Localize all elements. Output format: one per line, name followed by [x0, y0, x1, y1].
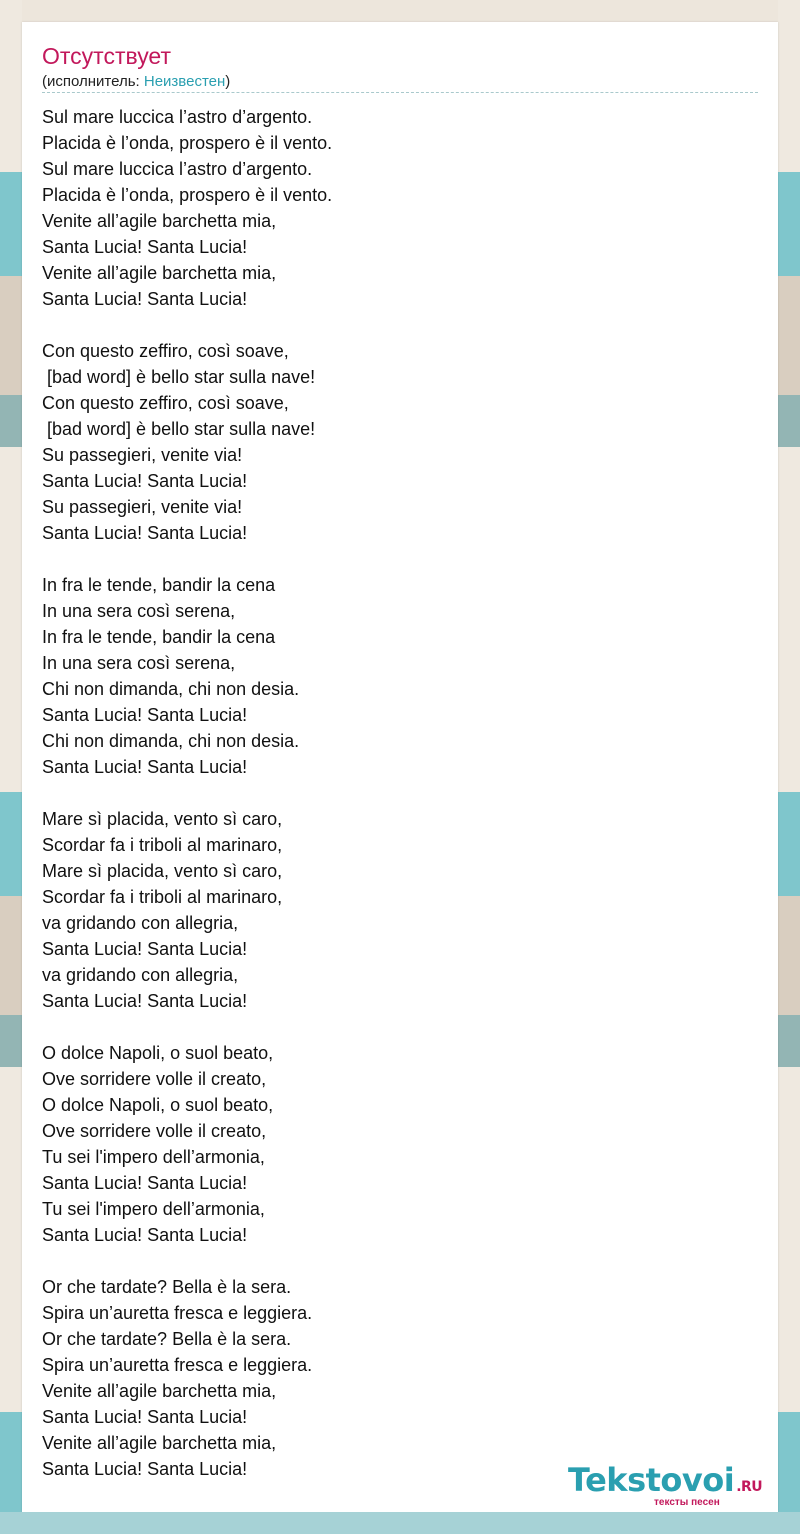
lyrics-line: Chi non dimanda, chi non desia. — [42, 731, 300, 751]
lyrics-stanza — [42, 338, 742, 546]
lyrics-line: Santa Lucia! Santa Lucia! — [42, 523, 248, 543]
lyrics-line: Tu sei l'impero dell’armonia, — [42, 1147, 265, 1167]
lyrics-line: [bad word] è bello star sulla nave! — [42, 419, 316, 439]
lyrics-stanza — [42, 572, 742, 780]
lyrics-line: Mare sì placida, vento sì caro, — [42, 861, 283, 881]
lyrics-line: Ove sorridere volle il creato, — [42, 1069, 267, 1089]
lyrics-line: Sul mare luccica l’astro d’argento. — [42, 107, 313, 127]
lyrics-line: In fra le tende, bandir la cena — [42, 627, 276, 647]
lyrics-line: In una sera così serena, — [42, 653, 236, 673]
lyrics-line: Venite all’agile barchetta mia, — [42, 263, 277, 283]
lyrics-line: Spira un’auretta fresca e leggiera. — [42, 1303, 313, 1323]
performer-prefix: (исполнитель: — [42, 73, 144, 90]
logo-tagline: тексты песен — [654, 1497, 720, 1508]
lyrics-line: Santa Lucia! Santa Lucia! — [42, 705, 248, 725]
logo-domain: .RU — [736, 1479, 763, 1495]
lyrics-line: Venite all’agile barchetta mia, — [42, 1381, 277, 1401]
lyrics-line: va gridando con allegria, — [42, 913, 239, 933]
lyrics-card — [22, 22, 778, 1512]
lyrics-line: va gridando con allegria, — [42, 965, 239, 985]
lyrics-line: Con questo zeffiro, così soave, — [42, 393, 289, 413]
lyrics-line: Placida è l’onda, prospero è il vento. — [42, 133, 333, 153]
lyrics-line: In fra le tende, bandir la cena — [42, 575, 276, 595]
lyrics-line: O dolce Napoli, o suol beato, — [42, 1043, 274, 1063]
lyrics-line: Tu sei l'impero dell’armonia, — [42, 1199, 265, 1219]
lyrics-stanza — [42, 806, 742, 1014]
lyrics-line: Or che tardate? Bella è la sera. — [42, 1329, 292, 1349]
lyrics-line: Santa Lucia! Santa Lucia! — [42, 237, 248, 257]
lyrics-line: Santa Lucia! Santa Lucia! — [42, 1407, 248, 1427]
logo-name: Tekstovoi — [568, 1461, 735, 1499]
lyrics-line: Sul mare luccica l’astro d’argento. — [42, 159, 313, 179]
lyrics-line: Santa Lucia! Santa Lucia! — [42, 1459, 248, 1479]
lyrics-line: Santa Lucia! Santa Lucia! — [42, 289, 248, 309]
lyrics-stanza — [42, 104, 742, 312]
lyrics-line: Mare sì placida, vento sì caro, — [42, 809, 283, 829]
lyrics-stanza — [42, 1040, 742, 1248]
lyrics-line: Santa Lucia! Santa Lucia! — [42, 991, 248, 1011]
lyrics-line: [bad word] è bello star sulla nave! — [42, 367, 316, 387]
lyrics-line: Or che tardate? Bella è la sera. — [42, 1277, 292, 1297]
performer-line — [42, 72, 230, 92]
site-logo[interactable] — [568, 1461, 768, 1508]
lyrics-line: Scordar fa i triboli al marinaro, — [42, 887, 283, 907]
lyrics-line: Scordar fa i triboli al marinaro, — [42, 835, 283, 855]
performer-link[interactable]: Неизвестен — [143, 73, 226, 90]
lyrics-line: Santa Lucia! Santa Lucia! — [42, 1225, 248, 1245]
lyrics-line: Ove sorridere volle il creato, — [42, 1121, 267, 1141]
lyrics-line: Santa Lucia! Santa Lucia! — [42, 471, 248, 491]
lyrics-stanza — [42, 1274, 742, 1482]
background-stripes-left — [0, 0, 22, 1534]
lyrics-line: Venite all’agile barchetta mia, — [42, 1433, 277, 1453]
lyrics-line: Santa Lucia! Santa Lucia! — [42, 757, 248, 777]
header-divider — [42, 92, 758, 93]
lyrics-line: O dolce Napoli, o suol beato, — [42, 1095, 274, 1115]
lyrics-line: Spira un’auretta fresca e leggiera. — [42, 1355, 313, 1375]
lyrics-line: Su passegieri, venite via! — [42, 497, 243, 517]
lyrics-line: Placida è l’onda, prospero è il vento. — [42, 185, 333, 205]
lyrics-line: Santa Lucia! Santa Lucia! — [42, 1173, 248, 1193]
lyrics-line: Santa Lucia! Santa Lucia! — [42, 939, 248, 959]
lyrics-line: Con questo zeffiro, così soave, — [42, 341, 289, 361]
lyrics-line: Chi non dimanda, chi non desia. — [42, 679, 300, 699]
lyrics-line: In una sera così serena, — [42, 601, 236, 621]
footer-stripe — [0, 1512, 800, 1534]
background-stripes-right — [778, 0, 800, 1534]
lyrics-line: Su passegieri, venite via! — [42, 445, 243, 465]
performer-suffix: ) — [225, 73, 231, 90]
song-title: Отсутствует — [42, 43, 171, 69]
lyrics-line: Venite all’agile barchetta mia, — [42, 211, 277, 231]
lyrics-text — [42, 104, 742, 1508]
